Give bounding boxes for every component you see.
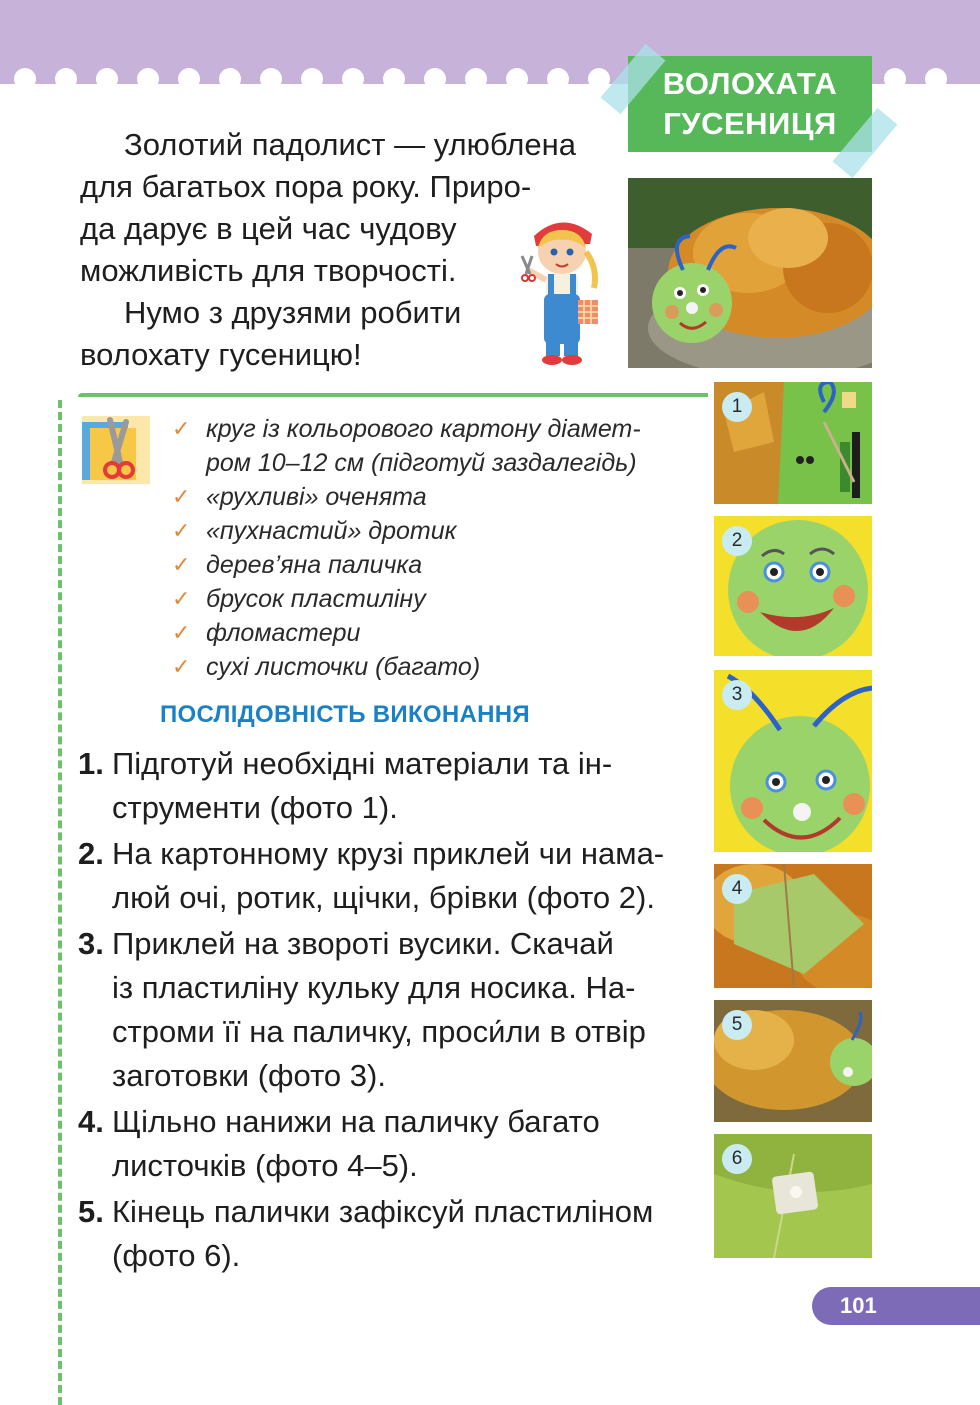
- step-number: 4.: [78, 1104, 104, 1139]
- check-icon: ✓: [172, 586, 191, 611]
- page-number: 101: [840, 1293, 877, 1318]
- intro-line: волохату гусеницю!: [80, 337, 362, 372]
- step-item: 4. Щільно нанижи на паличку багато листочків (фото 4–5).: [78, 1100, 684, 1188]
- intro-line: да дарує в цей час чудову: [80, 211, 457, 246]
- intro-line: для багатьох пора року. Приро-: [80, 169, 532, 204]
- materials-scissors-icon: [80, 414, 152, 486]
- photo-badge: 2: [722, 526, 752, 556]
- material-item: ✓ «рухливі» оченята: [172, 480, 692, 514]
- photo-badge: 4: [722, 874, 752, 904]
- step-photo-6: [714, 1134, 872, 1258]
- check-icon: ✓: [172, 552, 191, 577]
- intro-line: Золотий падолист — улюблена: [124, 127, 576, 162]
- material-item: ✓ сухі листочки (багато): [172, 650, 692, 684]
- check-icon: ✓: [172, 654, 191, 679]
- dashed-frame-left: [58, 400, 62, 1405]
- check-icon: ✓: [172, 620, 191, 645]
- photo-badge: 6: [722, 1144, 752, 1174]
- materials-list: [172, 412, 692, 684]
- step-number: 2.: [78, 836, 104, 871]
- check-icon: ✓: [172, 484, 191, 509]
- step-photo-5: [714, 1000, 872, 1122]
- step-item: 3. Приклей на звороті вусики. Скачай із пластиліну кульку для носика. На- строми її на паличку, проси́ли в отвір заготовки (фото 3).: [78, 922, 684, 1098]
- step-photo-2: [714, 516, 872, 656]
- dashed-frame-top: [78, 393, 708, 397]
- step-photo-4: [714, 864, 872, 988]
- photo-badge: 1: [722, 392, 752, 422]
- step-number: 3.: [78, 926, 104, 961]
- sequence-heading: ПОСЛІДОВНІСТЬ ВИКОНАННЯ: [160, 701, 530, 728]
- intro-line: можливість для творчості.: [80, 253, 457, 288]
- material-item: ✓ дерев’яна паличка: [172, 548, 692, 582]
- material-item: ✓ брусок пластиліну: [172, 582, 692, 616]
- step-item: 5. Кінець палички зафіксуй пластиліном (фото 6).: [78, 1190, 684, 1278]
- step-photo-1: [714, 382, 872, 504]
- check-icon: ✓: [172, 416, 191, 441]
- material-item: ✓ круг із кольорового картону діамет-: [172, 412, 692, 446]
- page-title: [628, 56, 872, 152]
- title-line-2: ГУСЕНИЦЯ: [663, 106, 837, 141]
- title-line-1: ВОЛОХАТА: [662, 66, 838, 101]
- check-icon: ✓: [172, 518, 191, 543]
- step-item: 2. На картонному крузі приклей чи нама- люй очі, ротик, щічки, брівки (фото 2).: [78, 832, 684, 920]
- photo-badge: 5: [722, 1010, 752, 1040]
- step-number: 5.: [78, 1194, 104, 1229]
- girl-with-scissors-illustration: [512, 208, 612, 368]
- photo-badge: 3: [722, 680, 752, 710]
- step-photo-3: [714, 670, 872, 852]
- page-number-tab: [812, 1287, 980, 1325]
- steps-list: [78, 742, 684, 1278]
- material-item: ром 10–12 см (підготуй заздалегідь): [206, 449, 637, 477]
- step-number: 1.: [78, 746, 104, 781]
- material-item: ✓ фломастери: [172, 616, 692, 650]
- step-item: 1. Підготуй необхідні матеріали та ін- струменти (фото 1).: [78, 742, 684, 830]
- intro-line: Нумо з друзями робити: [124, 295, 462, 330]
- caterpillar-main-photo: [628, 178, 872, 368]
- material-item: ✓ «пухнастий» дротик: [172, 514, 692, 548]
